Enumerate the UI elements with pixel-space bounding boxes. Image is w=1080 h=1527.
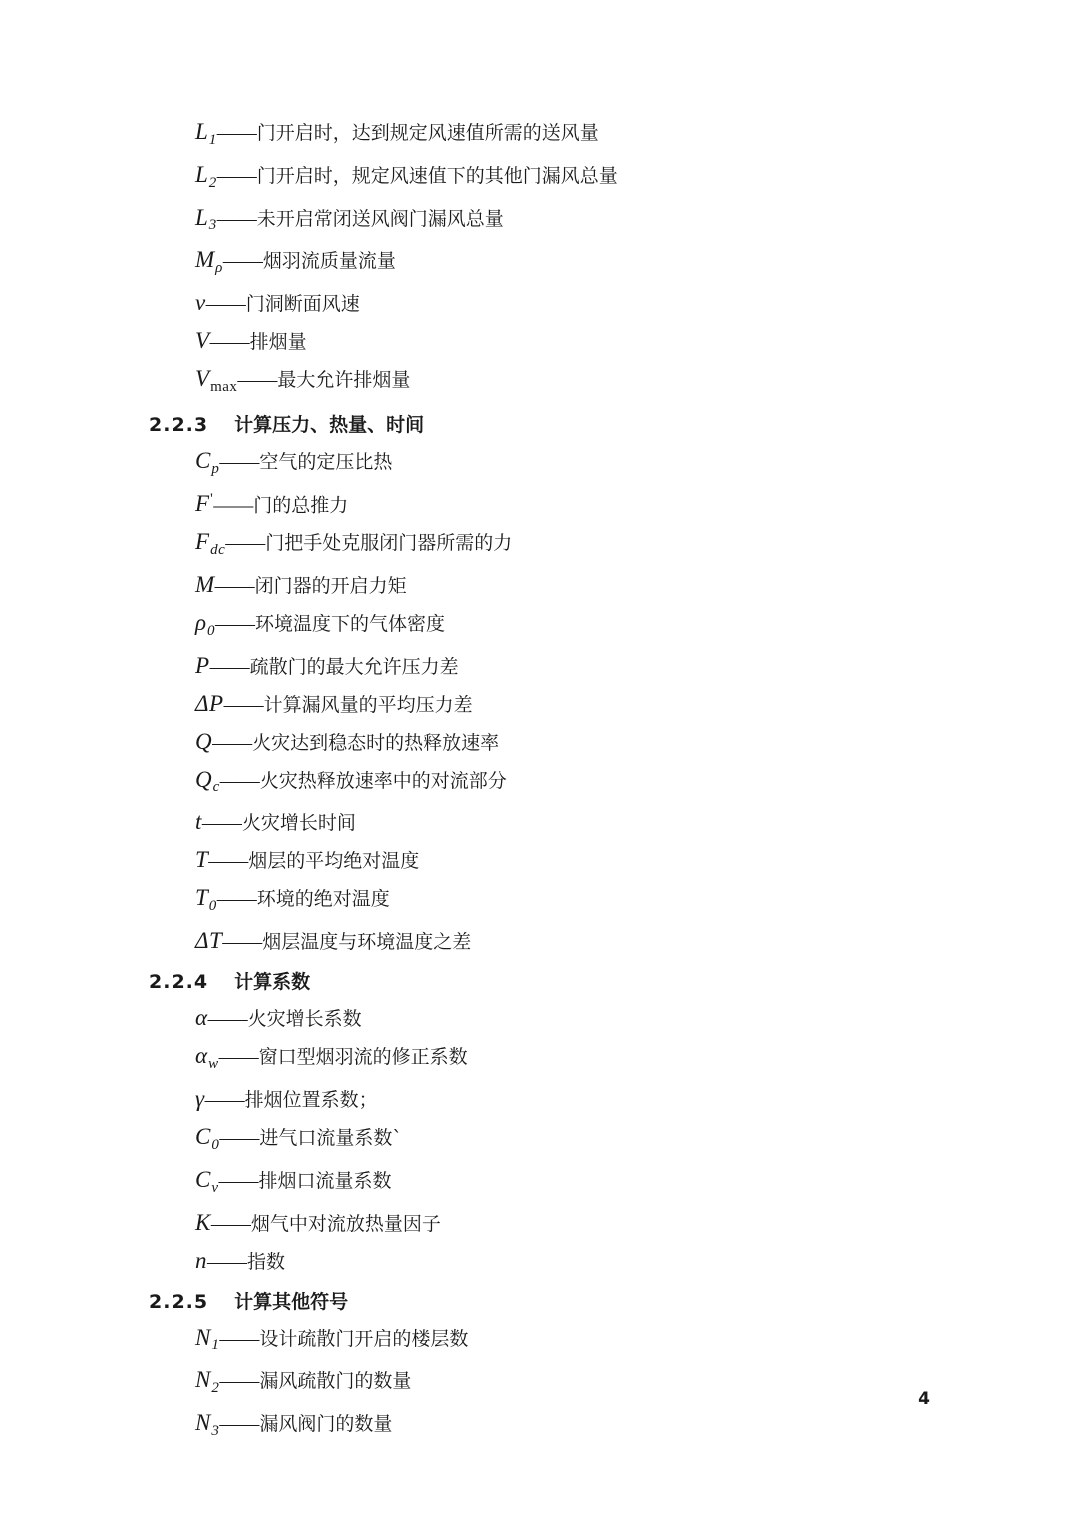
symbol-subscript: 0 [211,1136,220,1153]
symbol-glyph [195,204,217,234]
page-number: 4 [918,1389,930,1409]
symbol-base: γ [195,1086,205,1112]
symbol-glyph [195,1005,208,1030]
symbol-base: ΔP [195,690,224,716]
symbol-glyph [195,1210,211,1235]
symbol-glyph [195,729,212,754]
definition-text: 漏风疏散门的数量 [259,1370,412,1393]
definition-text: 烟羽流质量流量 [262,250,396,273]
symbol-definition [195,1125,930,1153]
symbol-glyph [195,1248,207,1273]
symbol-subscript: 1 [211,1337,220,1354]
symbol-definition [195,886,930,914]
definition-text: 排烟位置系数； [244,1089,378,1112]
definition-dash: —— [219,1370,260,1393]
definition-text: 门把手处克服闭门器所需的力 [265,532,513,555]
symbol-subscript: max [210,378,238,395]
symbol-base: K [195,1209,211,1235]
symbol-base: Q [195,728,213,754]
symbol-subscript: 1 [208,131,217,148]
symbol-subscript: 0 [207,622,216,639]
symbol-glyph [195,809,202,834]
symbol-definition [195,449,930,477]
section-title: 计算其他符号 [234,1290,349,1313]
definition-dash: —— [222,931,263,954]
symbol-base: Q [195,766,213,792]
symbol-glyph [195,1124,220,1153]
symbol-glyph [195,119,217,148]
symbol-base: V [195,366,210,392]
symbol-base: F [195,491,210,517]
symbol-definition [195,573,930,596]
definition-text: 火灾达到稳态时的热释放速率 [252,731,500,754]
symbol-glyph [195,1166,219,1196]
definition-text: 环境的绝对温度 [256,888,390,911]
symbol-definition [195,611,930,639]
definition-dash: —— [216,122,257,144]
symbol-subscript: 2 [211,1380,220,1397]
section-number: 2.2.3 [149,413,209,436]
definition-dash: —— [210,1212,251,1235]
definition-text: 最大允许排烟量 [277,369,411,392]
symbol-base: α [195,1043,208,1069]
definition-dash: —— [219,1413,260,1436]
definition-dash: —— [216,207,257,230]
symbol-definition [195,163,930,191]
symbol-glyph [195,247,223,277]
symbol-definition [195,120,930,148]
symbol-subscript: w [208,1056,219,1073]
symbol-base: C [195,447,211,473]
symbol-subscript: c [212,779,220,796]
symbol-definition [195,492,930,515]
symbol-base: C [195,1124,211,1150]
symbol-glyph [195,1367,220,1397]
symbol-base: ΔT [195,928,223,954]
symbol-definition [195,730,930,753]
symbol-glyph [195,572,215,597]
symbol-base: L [195,119,209,144]
symbol-definition [195,692,930,715]
definition-dash: —— [218,1046,259,1069]
definition-text: 未开启常闭送风阀门漏风总量 [256,207,504,230]
symbol-glyph [195,161,217,191]
definition-dash: —— [219,769,260,792]
symbol-base: ρ [195,609,207,635]
symbol-definition [195,1211,930,1234]
definition-text: 闭门器的开启力矩 [254,574,407,597]
symbol-glyph [195,691,224,716]
symbol-glyph [195,653,210,678]
definition-dash: —— [204,1089,245,1112]
definition-dash: —— [214,574,255,597]
definition-dash: —— [212,731,253,754]
symbol-glyph [195,928,222,953]
definition-text: 排烟口流量系数 [258,1169,392,1192]
definition-text: 门的总推力 [253,494,349,517]
symbol-base: M [195,571,215,597]
definition-text: 漏风阀门的数量 [259,1413,393,1436]
section-title: 计算系数 [234,971,311,994]
symbol-subscript: v [211,1179,219,1196]
symbol-subscript: 3 [211,1423,220,1439]
definition-text: 烟层温度与环境温度之差 [262,931,472,954]
definition-text: 排烟量 [249,331,307,354]
definition-text: 门开启时，达到规定风速值所需的送风量 [256,122,599,144]
definition-dash: —— [219,1127,260,1150]
symbol-definition [195,1168,930,1196]
symbol-glyph [195,609,216,639]
definition-dash: —— [209,655,250,678]
symbol-list [149,119,930,1439]
symbol-definition [195,810,930,833]
section-number: 2.2.5 [149,1290,209,1313]
definition-text: 窗口型烟羽流的修正系数 [258,1046,468,1069]
definition-dash: —— [209,331,250,354]
definition-dash: —— [207,1008,248,1031]
symbol-definition [195,1044,930,1072]
symbol-base: α [195,1005,208,1031]
symbol-definition [195,206,930,234]
definition-dash: —— [219,450,260,473]
symbol-glyph [195,529,226,558]
definition-dash: —— [219,1327,260,1350]
definition-text: 门洞断面风速 [245,293,360,316]
definition-text: 进气口流量系数` [259,1127,402,1150]
symbol-base: N [195,1410,211,1436]
symbol-definition [195,1368,930,1396]
symbol-base: T [195,885,209,911]
section-heading [149,1287,930,1314]
definition-dash: —— [222,250,263,273]
definition-text: 计算漏风量的平均压力差 [263,693,473,716]
definition-text: 火灾增长系数 [247,1008,362,1031]
symbol-base: C [195,1166,211,1192]
symbol-subscript: ρ [215,260,223,277]
definition-dash: —— [213,494,254,517]
symbol-base: N [195,1324,211,1350]
symbol-definition [195,848,930,871]
definition-dash: —— [237,369,278,392]
section-number: 2.2.4 [149,971,209,994]
symbol-base: t [195,809,202,835]
definition-dash: —— [207,1250,247,1273]
definition-text: 设计疏散门开启的楼层数 [259,1327,469,1350]
definition-dash: —— [205,293,246,316]
symbol-base: P [195,652,210,678]
definition-text: 烟层的平均绝对温度 [248,850,420,873]
symbol-base: F [195,529,210,555]
symbol-glyph [195,1324,220,1354]
symbol-subscript: 2 [208,174,217,191]
symbol-glyph [195,1410,220,1439]
symbol-glyph [195,766,220,796]
definition-dash: —— [215,612,256,635]
symbol-definition [195,1411,930,1439]
symbol-base: N [195,1367,211,1393]
symbol-glyph [195,1086,205,1111]
symbol-subscript: 3 [208,217,217,234]
symbol-glyph [195,366,238,395]
definition-dash: —— [225,532,266,555]
symbol-base: L [195,161,209,187]
symbol-base: n [195,1247,207,1273]
section-title: 计算压力、热量、时间 [234,413,425,436]
definition-dash: —— [201,812,242,835]
definition-dash: —— [216,164,257,187]
symbol-definition [195,1087,930,1110]
definition-text: 空气的定压比热 [259,450,393,473]
definition-dash: —— [208,850,249,873]
symbol-subscript: p [211,460,220,477]
symbol-definition [195,1006,930,1029]
symbol-base: T [195,847,209,873]
section-heading [149,410,930,437]
symbol-definition [195,1249,930,1272]
definition-text: 指数 [247,1250,286,1273]
section-heading [149,967,930,994]
symbol-glyph [195,447,220,477]
symbol-definition [195,1326,930,1354]
symbol-definition [195,654,930,677]
symbol-definition [195,367,930,395]
symbol-definition [195,768,930,796]
definition-text: 烟气中对流放热量因子 [250,1212,441,1235]
symbol-definition [195,329,930,352]
symbol-definition [195,291,930,314]
symbol-glyph [195,491,213,516]
definition-text: 疏散门的最大允许压力差 [249,655,459,678]
symbol-base: v [195,290,206,316]
symbol-glyph [195,847,208,872]
symbol-definition [195,248,930,276]
definition-dash: —— [223,693,264,716]
definition-dash: —— [216,888,257,911]
definition-text: 门开启时，规定风速值下的其他门漏风总量 [256,164,618,187]
symbol-base: L [195,204,209,230]
definition-dash: —— [218,1169,259,1192]
symbol-base: V [195,328,210,354]
symbol-glyph [195,885,217,915]
symbol-base: M [195,247,215,273]
symbol-subscript: dc [210,541,226,558]
definition-text: 环境温度下的气体密度 [255,612,446,635]
symbol-definition [195,530,930,558]
symbol-glyph [195,290,206,315]
symbol-subscript: 0 [208,898,217,915]
symbol-glyph [195,1043,219,1073]
definition-text: 火灾热释放速率中的对流部分 [259,769,507,792]
symbol-subscript: ' [210,490,214,507]
definition-text: 火灾增长时间 [241,812,356,835]
symbol-glyph [195,328,210,353]
symbol-definition [195,929,930,952]
